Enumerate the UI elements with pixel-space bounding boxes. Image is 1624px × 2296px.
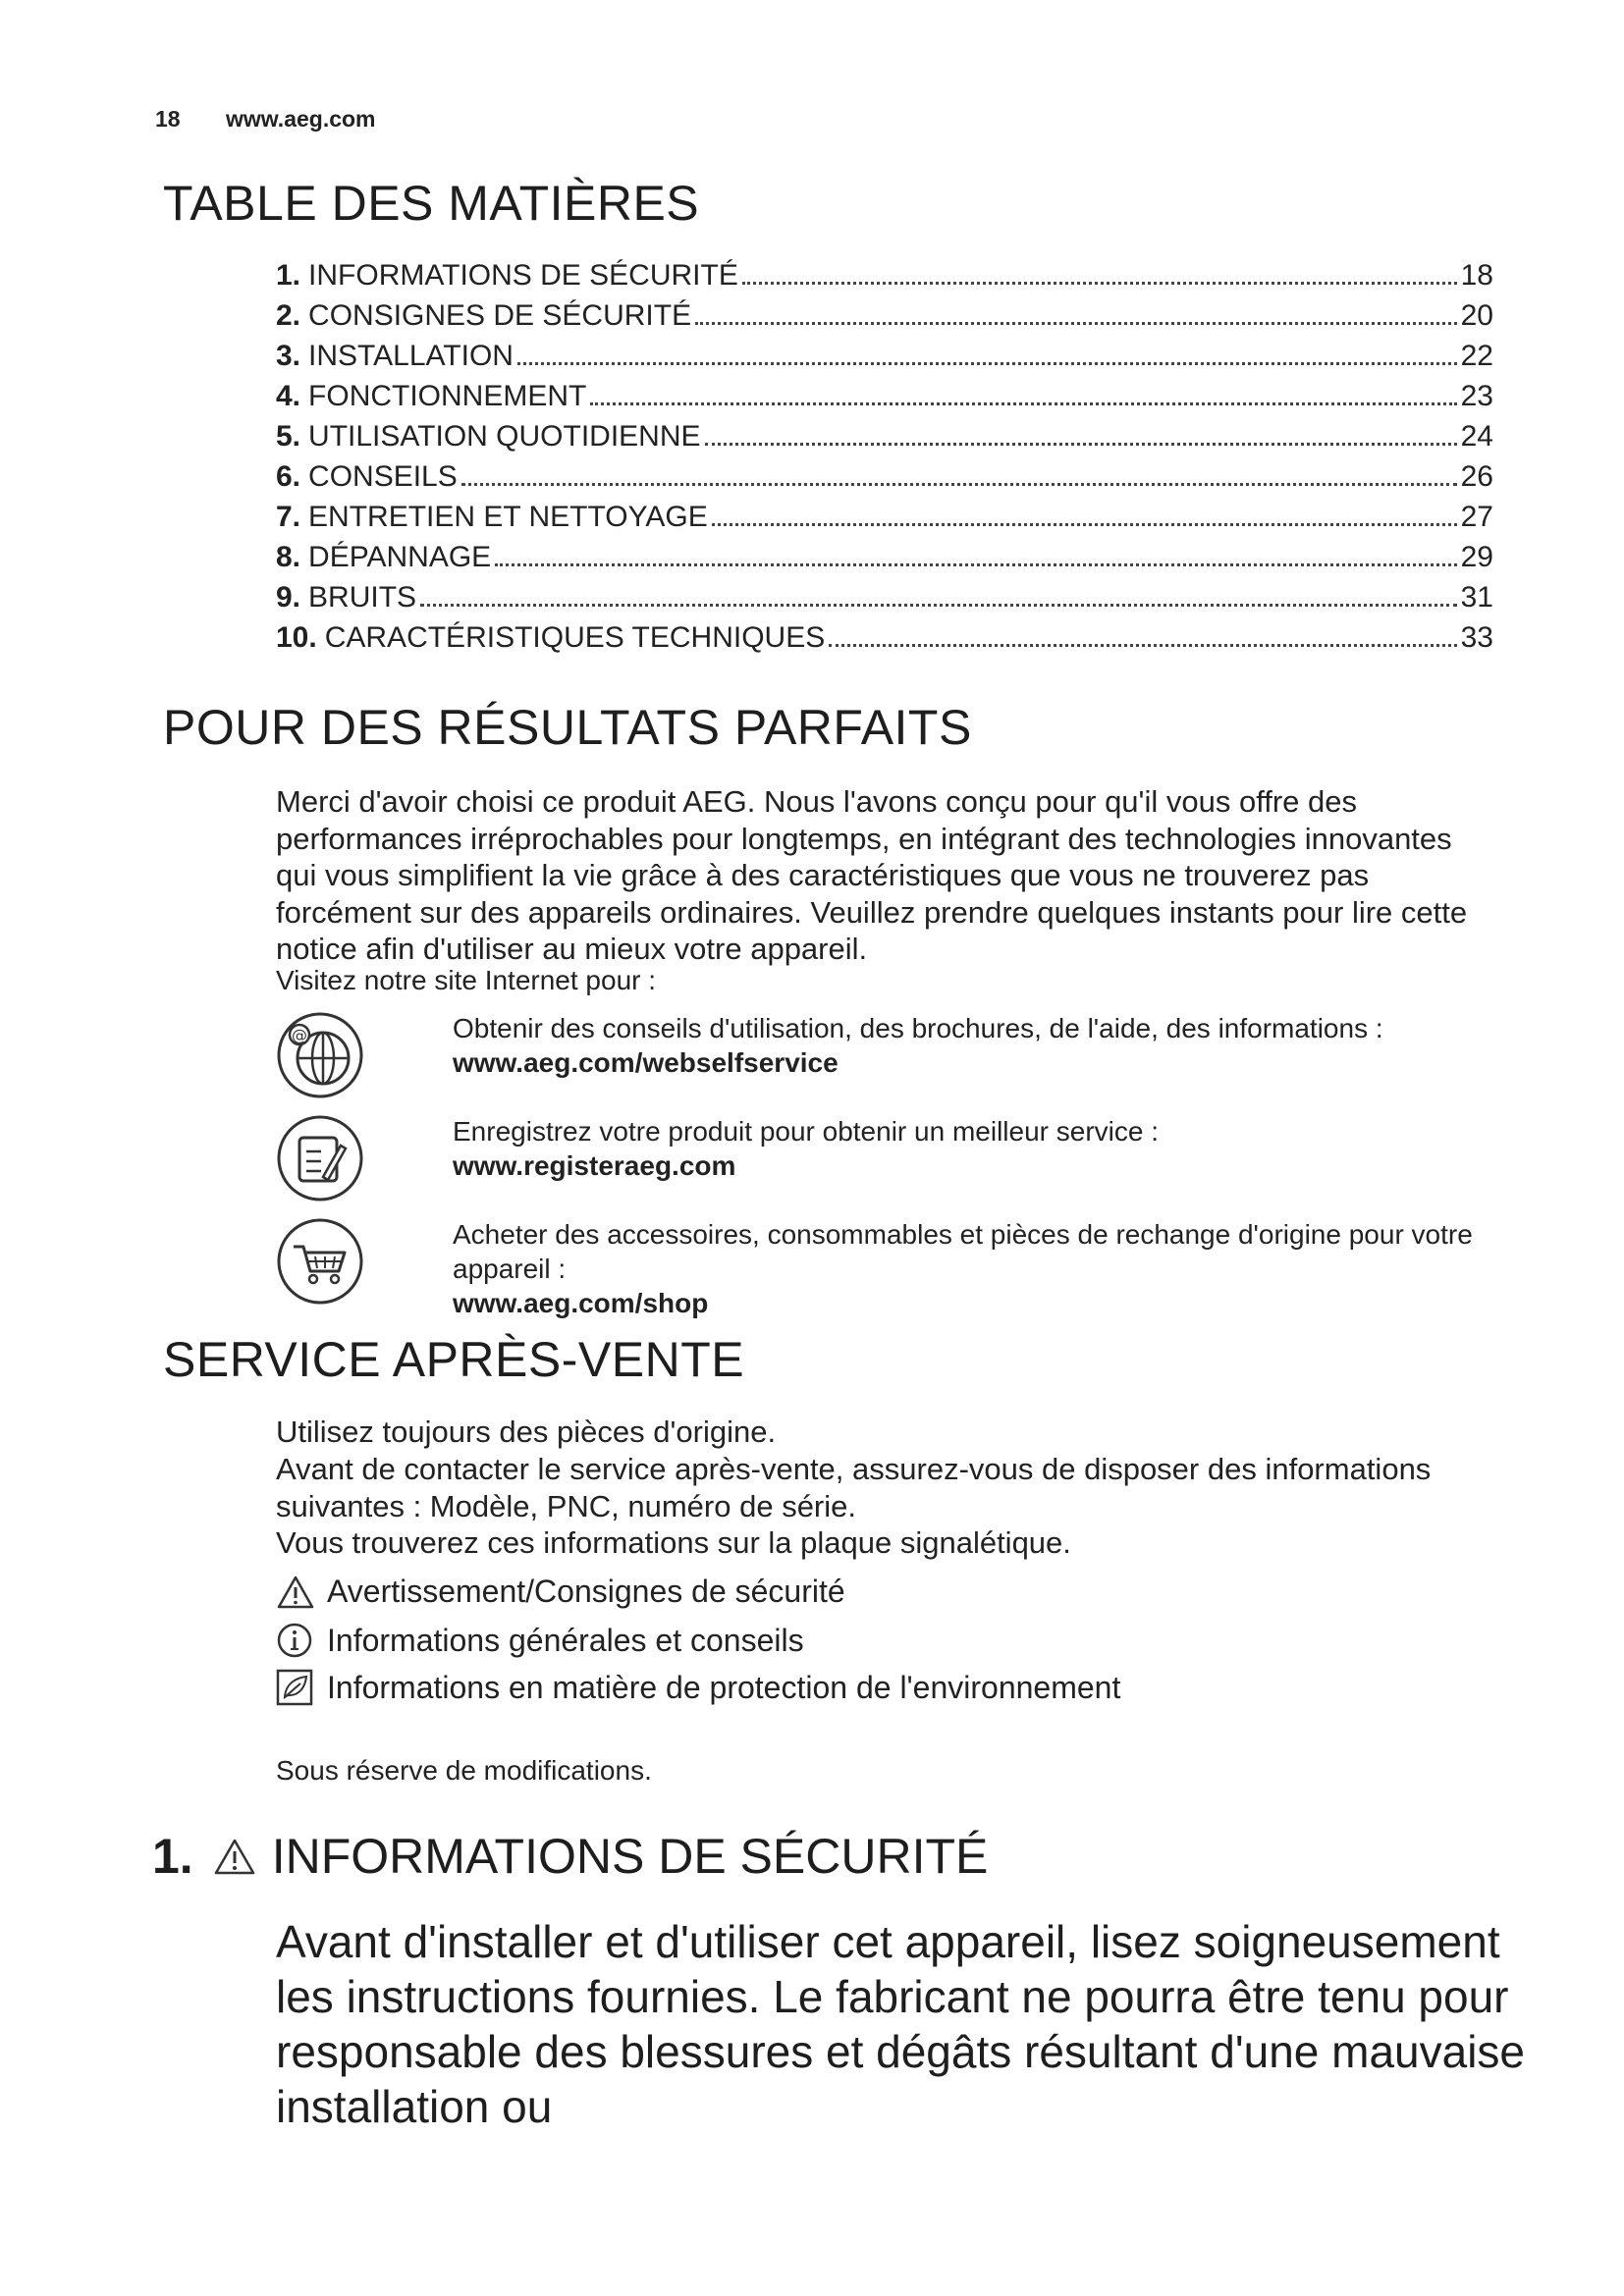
toc-leader <box>742 281 1457 285</box>
toc-item-page: 18 <box>1460 259 1493 292</box>
toc-item-title: BRUITS <box>308 581 417 614</box>
legend-text: Informations en matière de protection de l'environnement <box>327 1669 1121 1705</box>
toc-item-title: CARACTÉRISTIQUES TECHNIQUES <box>324 621 826 654</box>
toc-item-number: 3. <box>276 340 301 372</box>
toc-item-title: INSTALLATION <box>308 340 514 372</box>
toc-item-title: ENTRETIEN ET NETTOYAGE <box>308 501 708 533</box>
warning-triangle-icon <box>213 1837 256 1876</box>
toc-item[interactable] <box>276 380 1493 420</box>
link-description <box>453 1011 1503 1080</box>
results-title: POUR DES RÉSULTATS PARFAITS <box>163 700 972 755</box>
legend-warning <box>276 1574 845 1610</box>
toc-item-page: 22 <box>1460 340 1493 372</box>
section-number: 1. <box>152 1829 193 1884</box>
toc-item[interactable] <box>276 501 1493 541</box>
toc-item-number: 7. <box>276 501 301 533</box>
results-visit: Visitez notre site Internet pour : <box>276 965 657 995</box>
service-title: SERVICE APRÈS-VENTE <box>163 1332 745 1387</box>
toc-item-number: 9. <box>276 581 301 614</box>
toc-item-page: 23 <box>1460 380 1493 412</box>
link-description <box>453 1217 1503 1320</box>
toc-item-number: 1. <box>276 259 301 292</box>
toc-leader <box>461 482 1457 486</box>
toc-item-number: 2. <box>276 299 301 332</box>
legend-text: Informations générales et conseils <box>327 1622 804 1658</box>
toc-item[interactable] <box>276 340 1493 380</box>
shopping-cart-icon <box>276 1217 364 1306</box>
page-number: 18 <box>155 106 181 132</box>
legend-text: Avertissement/Consignes de sécurité <box>327 1574 845 1609</box>
toc-item[interactable] <box>276 420 1493 460</box>
results-intro: Merci d'avoir choisi ce produit AEG. Nous l'avons conçu pour qu'il vous offre des performances irréprochables pour longtemps, en intégrant des technologies innovantes qui vous simplifient la vie grâce à des caractéristiques que vous ne trouverez pas forcément sur des appareils ordinaires. Veuillez prendre quelques instants pour lire cette notice afin d'utiliser au mieux votre appareil. <box>276 784 1468 966</box>
webselfservice-link[interactable]: www.aeg.com/webselfservice <box>453 1047 839 1078</box>
link-text: Obtenir des conseils d'utilisation, des brochures, de l'aide, des informations : <box>453 1013 1383 1043</box>
info-circle-icon <box>276 1622 315 1659</box>
toc-item-number: 10. <box>276 621 317 654</box>
toc-item-page: 33 <box>1460 621 1493 654</box>
page-header <box>155 106 376 133</box>
toc-leader <box>495 562 1456 566</box>
toc-item[interactable] <box>276 541 1493 581</box>
svg-text:@: @ <box>292 1026 307 1044</box>
section-1-heading <box>152 1828 988 1885</box>
toc-item-page: 24 <box>1460 420 1493 453</box>
service-line-3: Vous trouverez ces informations sur la plaque signalétique. <box>276 1525 1071 1560</box>
register-notepad-icon <box>276 1114 364 1202</box>
toc-leader <box>712 522 1457 526</box>
toc-item-title: INFORMATIONS DE SÉCURITÉ <box>308 259 738 292</box>
toc-item-title: FONCTIONNEMENT <box>308 380 587 412</box>
toc-item-number: 4. <box>276 380 301 412</box>
toc-leader <box>829 643 1456 647</box>
warning-triangle-icon <box>276 1575 315 1610</box>
toc-item-page: 27 <box>1460 501 1493 533</box>
toc-item[interactable] <box>276 581 1493 621</box>
toc-leader <box>705 442 1457 446</box>
registeraeg-link[interactable]: www.registeraeg.com <box>453 1150 736 1181</box>
service-note: Sous réserve de modifications. <box>276 1755 652 1786</box>
toc-leader <box>590 401 1456 405</box>
service-line-2: Avant de contacter le service après-vente, assurez-vous de disposer des informations suivantes : Modèle, PNC, numéro de série. <box>276 1452 1432 1523</box>
toc-item-page: 31 <box>1460 581 1493 614</box>
link-text: Enregistrez votre produit pour obtenir un meilleur service : <box>453 1116 1160 1147</box>
section-1-intro: Avant d'installer et d'utiliser cet appareil, lisez soigneusement les instructions fournies. Le fabricant ne pourra être tenu pour responsable des blessures et dégâts résultant d'une mauvaise installation ou <box>276 1916 1526 2132</box>
toc-item-number: 5. <box>276 420 301 453</box>
link-text: Acheter des accessoires, consommables et pièces de rechange d'origine pour votre appareil : <box>453 1219 1473 1284</box>
toc-item-number: 6. <box>276 460 301 493</box>
section-title: INFORMATIONS DE SÉCURITÉ <box>271 1829 989 1884</box>
toc-item-title: CONSIGNES DE SÉCURITÉ <box>308 299 692 332</box>
link-description <box>453 1114 1503 1183</box>
toc-item[interactable] <box>276 621 1493 662</box>
toc-item[interactable] <box>276 259 1493 299</box>
toc-item-number: 8. <box>276 541 301 573</box>
toc-item[interactable] <box>276 299 1493 340</box>
toc-leader <box>695 321 1457 325</box>
toc-item-title: DÉPANNAGE <box>308 541 492 573</box>
service-line-1: Utilisez toujours des pièces d'origine. <box>276 1415 777 1449</box>
legend-info <box>276 1622 804 1659</box>
shop-link[interactable]: www.aeg.com/shop <box>453 1288 709 1318</box>
toc-item[interactable] <box>276 460 1493 501</box>
table-of-contents <box>276 259 1493 662</box>
toc-item-title: UTILISATION QUOTIDIENNE <box>308 420 701 453</box>
toc-title: TABLE DES MATIÈRES <box>163 176 700 231</box>
toc-item-page: 20 <box>1460 299 1493 332</box>
toc-leader <box>517 361 1457 365</box>
environment-leaf-icon <box>276 1669 315 1706</box>
site-url: www.aeg.com <box>225 106 376 132</box>
web-globe-icon <box>276 1011 364 1099</box>
legend-environment <box>276 1669 1120 1706</box>
toc-item-title: CONSEILS <box>308 460 458 493</box>
toc-item-page: 29 <box>1460 541 1493 573</box>
toc-leader <box>420 603 1457 607</box>
toc-item-page: 26 <box>1460 460 1493 493</box>
